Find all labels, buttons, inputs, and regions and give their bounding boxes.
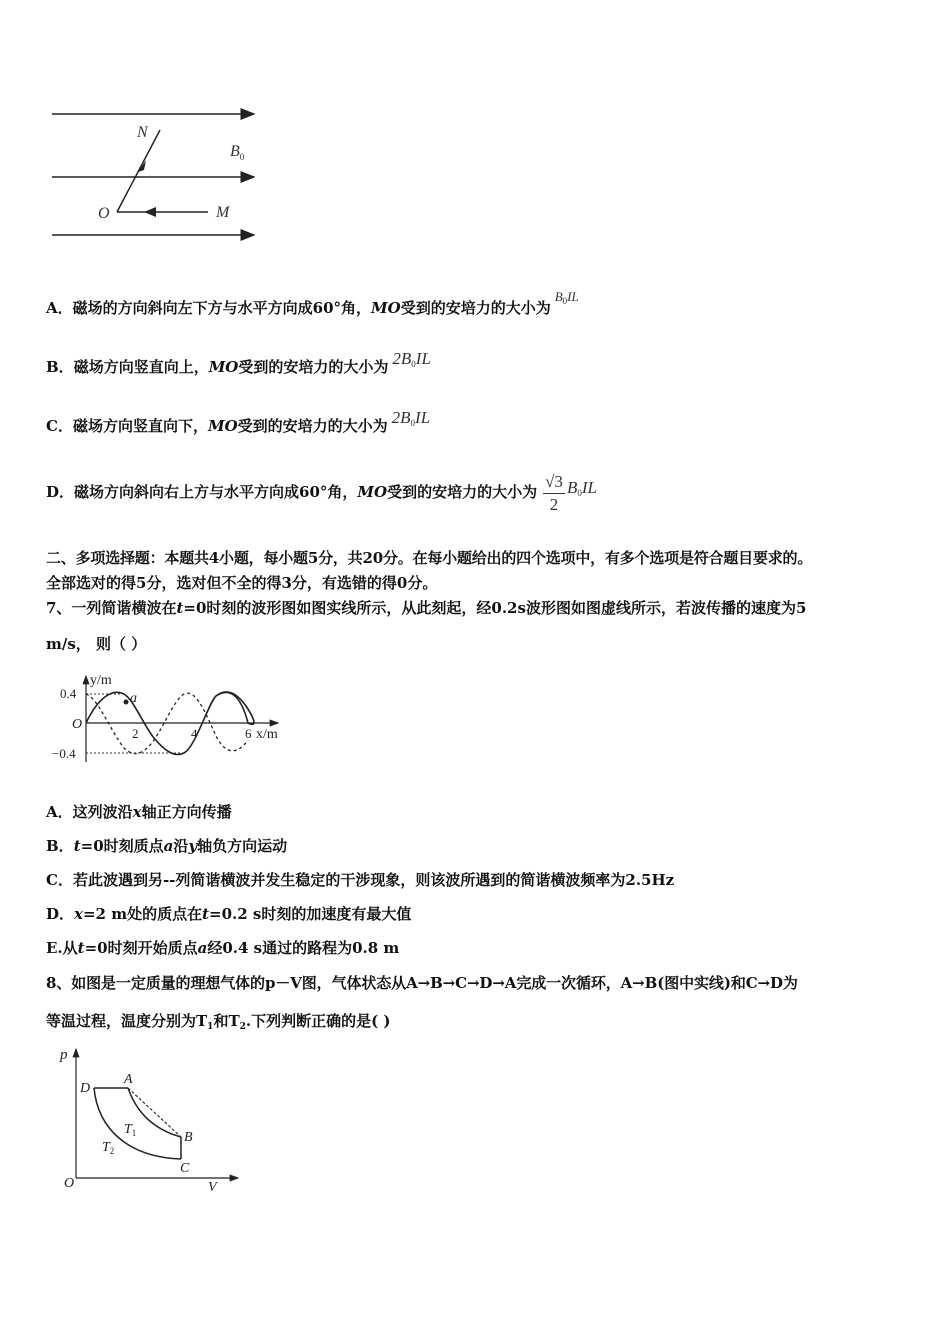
q6-option-a[interactable]: A．磁场的方向斜向左下方与水平方向成60°角，MO受到的安培力的大小为$B_0IL$ — [46, 289, 579, 317]
label-B0: $B_0$ — [230, 143, 245, 162]
q7-stem-line-1: 7、一列简谐横波在t=0时刻的波形图如图实线所示，从此刻起，经0.2s波形图如图虚线所示，若波传播的速度为5 — [46, 599, 807, 617]
wave-graph — [50, 670, 290, 770]
label-B: B — [184, 1130, 193, 1145]
label-T2: $T_2$ — [102, 1140, 115, 1156]
section-2-line-2: 全部选对的得5分，选对但不全的得3分，有选错的得0分。 — [46, 574, 438, 592]
q7-option-c[interactable]: C．若此波遇到另--列简谐横波并发生稳定的干涉现象，则该波所遇到的简谐横波频率为2.5Hz — [46, 871, 675, 889]
q6-option-d[interactable]: D．磁场方向斜向右上方与水平方向成60°角，MO受到的安培力的大小为 $\frac{√3}{2}$ $B_0IL$ — [46, 471, 597, 514]
label-T1: $T_1$ — [124, 1122, 137, 1138]
q6-option-c[interactable]: C．磁场方向竖直向下，MO受到的安培力的大小为 $2B_0IL$ — [46, 408, 431, 435]
magnetic-field-figure — [40, 100, 270, 245]
label-O: O — [64, 1176, 75, 1191]
tick-6: 6 — [245, 726, 252, 741]
point-a — [124, 700, 129, 705]
label-O: O — [98, 205, 110, 222]
x-axis-label: x/m — [256, 727, 278, 742]
formula-c: $2B_0IL$ — [391, 408, 431, 428]
q8-stem-line-2: 等温过程，温度分别为$T_1$和$T_2$.下列判断正确的是( ) — [46, 1012, 391, 1032]
q7-option-e[interactable]: E.从t=0时刻开始质点a经0.4 s通过的路程为0.8 m — [46, 939, 400, 957]
origin-label: O — [72, 717, 83, 732]
y-top-label: 0.4 — [60, 686, 77, 701]
solid-wave-end — [216, 692, 248, 723]
label-C: C — [180, 1161, 190, 1176]
label-N: N — [137, 124, 148, 141]
q7-option-d[interactable]: D．x=2 m处的质点在t=0.2 s时刻的加速度有最大值 — [46, 905, 412, 923]
pv-graph — [50, 1043, 245, 1193]
tick-4: 4 — [191, 726, 198, 741]
wire-MO-arrow — [144, 207, 156, 217]
label-A: A — [124, 1072, 133, 1087]
formula-b: $2B_0IL$ — [392, 349, 431, 369]
q7-stem-line-2: m/s， 则（ ） — [46, 635, 147, 653]
q7-option-a[interactable]: A．这列波沿x轴正方向传播 — [46, 803, 232, 821]
point-a-label: a — [130, 691, 137, 706]
q6-option-b[interactable]: B．磁场方向竖直向上，MO受到的安培力的大小为 $2B_0IL$ — [46, 349, 431, 376]
formula-d-fraction: $\frac{√3}{2}$ — [545, 471, 563, 514]
label-D: D — [80, 1081, 91, 1096]
formula-d: $B_0IL$ — [566, 478, 597, 498]
wire-ON — [117, 130, 160, 212]
label-M: M — [216, 204, 230, 221]
q7-option-b[interactable]: B．t=0时刻质点a沿y轴负方向运动 — [46, 837, 288, 855]
label-p: p — [60, 1047, 68, 1063]
q8-stem-line-1: 8、如图是一定质量的理想气体的p－V图，气体状态从A→B→C→D→A完成一次循环，A→B(图中实线)和C→D为 — [46, 974, 798, 992]
y-bottom-label: −0.4 — [52, 746, 76, 761]
section-2-line-1: 二、多项选择题：本题共4小题，每小题5分，共20分。在每小题给出的四个选项中，有多个选项是符合题目要求的。 — [46, 549, 813, 567]
formula-a: $B_0IL$ — [554, 289, 579, 306]
label-V: V — [208, 1180, 217, 1193]
y-axis-label: y/m — [90, 673, 112, 688]
tick-2: 2 — [132, 726, 139, 741]
